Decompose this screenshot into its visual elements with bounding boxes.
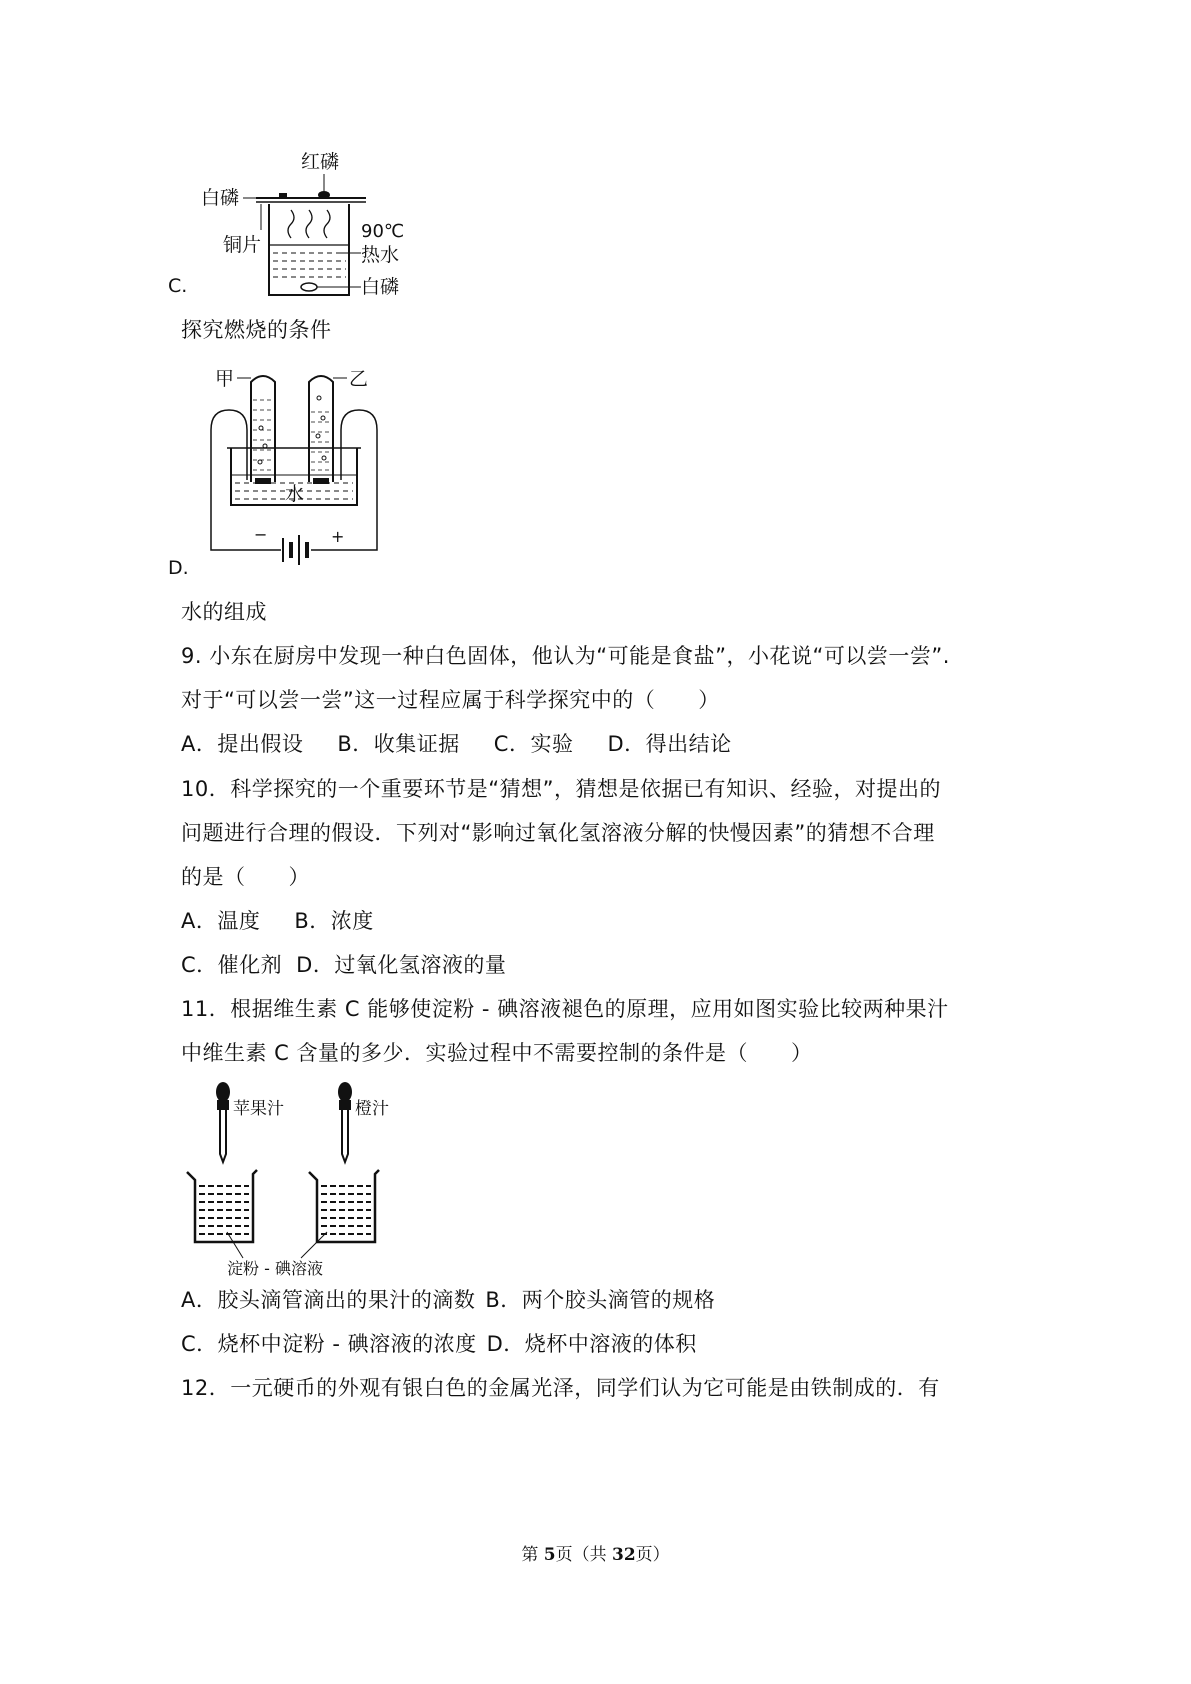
q10-option-a: A．温度 — [181, 909, 261, 933]
q9-line2: 对于“可以尝一尝”这一过程应属于科学探究中的（ ） — [181, 688, 720, 712]
figure-combustion — [168, 150, 441, 310]
q10-line2: 问题进行合理的假设．下列对“影响过氧化氢溶液分解的快慢因素”的猜想不合理 — [181, 821, 935, 845]
q9-option-a: A．提出假设 — [181, 732, 304, 756]
label-water: 水 — [285, 483, 305, 505]
label-orange-juice: 橙汁 — [355, 1099, 389, 1119]
q10-line1: 10．科学探究的一个重要环节是“猜想”，猜想是依据已有知识、经验，对提出的 — [181, 777, 941, 801]
caption-combustion: 探究燃烧的条件 — [181, 318, 332, 342]
figure-electrolysis — [168, 368, 441, 585]
q10-option-d: D．过氧化氢溶液的量 — [296, 953, 507, 977]
label-yi: 乙 — [349, 368, 369, 390]
option-letter-c: C. — [168, 275, 188, 297]
q10-options-row1 — [181, 906, 408, 936]
label-apple-juice: 苹果汁 — [233, 1099, 284, 1119]
q10-option-b: B．浓度 — [294, 909, 374, 933]
label-copper-sheet: 铜片 — [223, 234, 262, 256]
q9-option-d: D．得出结论 — [607, 732, 732, 756]
label-plus: + — [331, 527, 345, 546]
q11-line1: 11．根据维生素 C 能够使淀粉 - 碘溶液褪色的原理，应用如图实验比较两种果汁 — [181, 997, 949, 1021]
q10-option-c: C．催化剂 — [181, 953, 283, 977]
label-minus: − — [254, 525, 268, 544]
footer-page-number: 5 — [543, 1545, 556, 1565]
q9-option-c: C．实验 — [493, 732, 574, 756]
footer-middle: 页（共 — [555, 1545, 612, 1565]
q11-options-row1 — [181, 1285, 749, 1315]
q11-options-row2 — [181, 1329, 731, 1359]
label-white-phosphorus-bottom: 白磷 — [361, 276, 400, 298]
q11-option-b: B．两个胶头滴管的规格 — [485, 1288, 716, 1312]
footer-suffix: 页） — [635, 1545, 670, 1565]
label-white-phosphorus-top: 白磷 — [201, 187, 240, 209]
footer-total-pages: 32 — [611, 1545, 636, 1565]
page-footer — [0, 1540, 1191, 1565]
q10-options-row2 — [181, 950, 540, 980]
figure-juice-beakers — [181, 1082, 441, 1277]
q12-line1: 12．一元硬币的外观有银白色的金属光泽，同学们认为它可能是由铁制成的．有 — [181, 1376, 940, 1400]
label-jia: 甲 — [215, 368, 235, 390]
option-letter-d: D. — [168, 557, 189, 579]
q11-option-a: A．胶头滴管滴出的果汁的滴数 — [181, 1288, 476, 1312]
label-starch-iodine: 淀粉 - 碘溶液 — [227, 1259, 323, 1278]
q9-options — [181, 729, 766, 759]
q11-option-d: D．烧杯中溶液的体积 — [486, 1332, 697, 1356]
footer-prefix: 第 — [521, 1545, 544, 1565]
q11-option-c: C．烧杯中淀粉 - 碘溶液的浓度 — [181, 1332, 477, 1356]
label-red-phosphorus: 红磷 — [301, 151, 340, 173]
q9-option-b: B．收集证据 — [337, 732, 460, 756]
label-temperature: 90℃ — [361, 221, 405, 242]
q11-line2: 中维生素 C 含量的多少．实验过程中不需要控制的条件是（ ） — [181, 1041, 813, 1065]
q9-line1: 9. 小东在厨房中发现一种白色固体，他认为“可能是食盐”，小花说“可以尝一尝”. — [181, 644, 950, 668]
caption-electrolysis: 水的组成 — [181, 600, 267, 624]
q10-line3: 的是（ ） — [181, 865, 310, 889]
label-hot-water: 热水 — [361, 244, 400, 266]
